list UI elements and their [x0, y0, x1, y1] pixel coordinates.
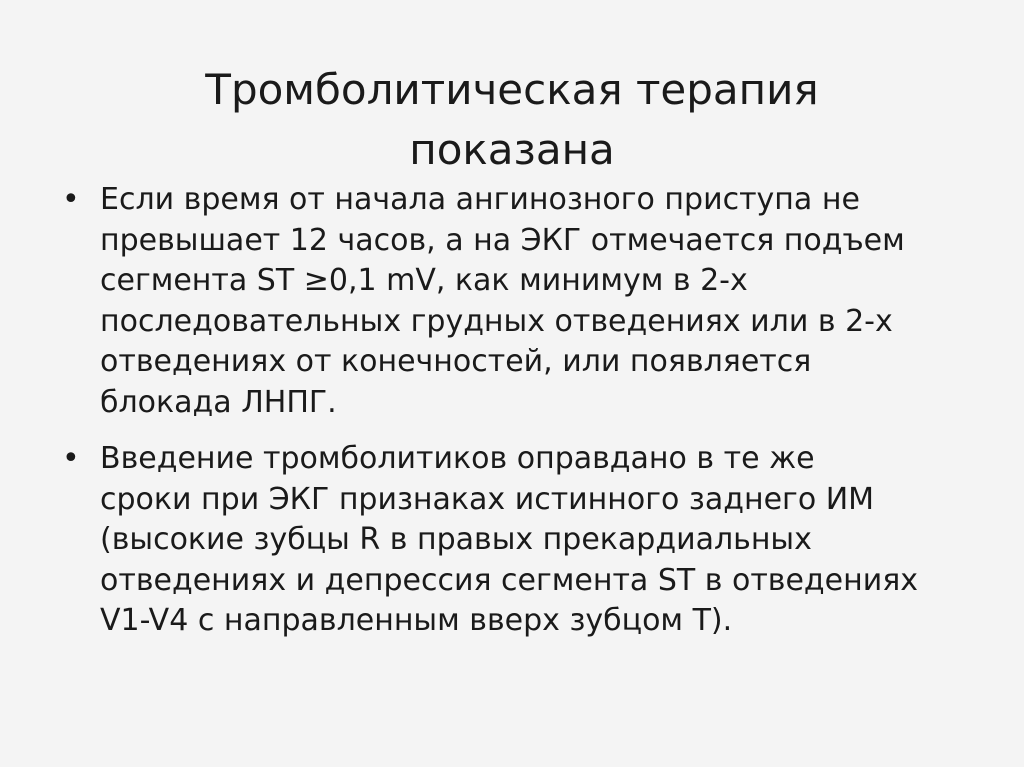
slide-title	[60, 60, 964, 180]
bullet-item-indications-time	[60, 180, 970, 423]
bullet-text-line: (высокие зубцы R в правых прекардиальных	[100, 522, 812, 557]
bullet-text-line: отведениях и депрессия сегмента ST в отведениях	[100, 562, 919, 598]
bullet-text-line: последовательных грудных отведениях или в 2-х	[100, 303, 893, 339]
slide-title-line-2: показана	[409, 125, 615, 175]
bullet-text-line: V1-V4 с направленным вверх зубцом T).	[100, 603, 733, 638]
bullet-list	[60, 180, 970, 658]
slide-title-line-1: Тромболитическая терапия	[205, 65, 819, 115]
bullet-text-line: сроки при ЭКГ признаках истинного заднего ИМ	[100, 481, 875, 517]
bullet-text-line: Если время от начала ангинозного приступа не	[100, 182, 860, 217]
bullet-dot: •	[62, 441, 80, 476]
bullet-text-line: сегмента ST ≥0,1 mV, как минимум в 2-х	[100, 263, 748, 298]
bullet-text-line: превышает 12 часов, а на ЭКГ отмечается подъем	[100, 222, 905, 258]
bullet-text-line: Введение тромболитиков оправдано в те же	[100, 441, 815, 476]
bullet-text-line: отведениях от конечностей, или появляется	[100, 344, 812, 379]
bullet-item-posterior-mi	[60, 439, 970, 642]
bullet-text-line: блокада ЛНПГ.	[100, 384, 337, 420]
bullet-dot: •	[62, 182, 80, 217]
